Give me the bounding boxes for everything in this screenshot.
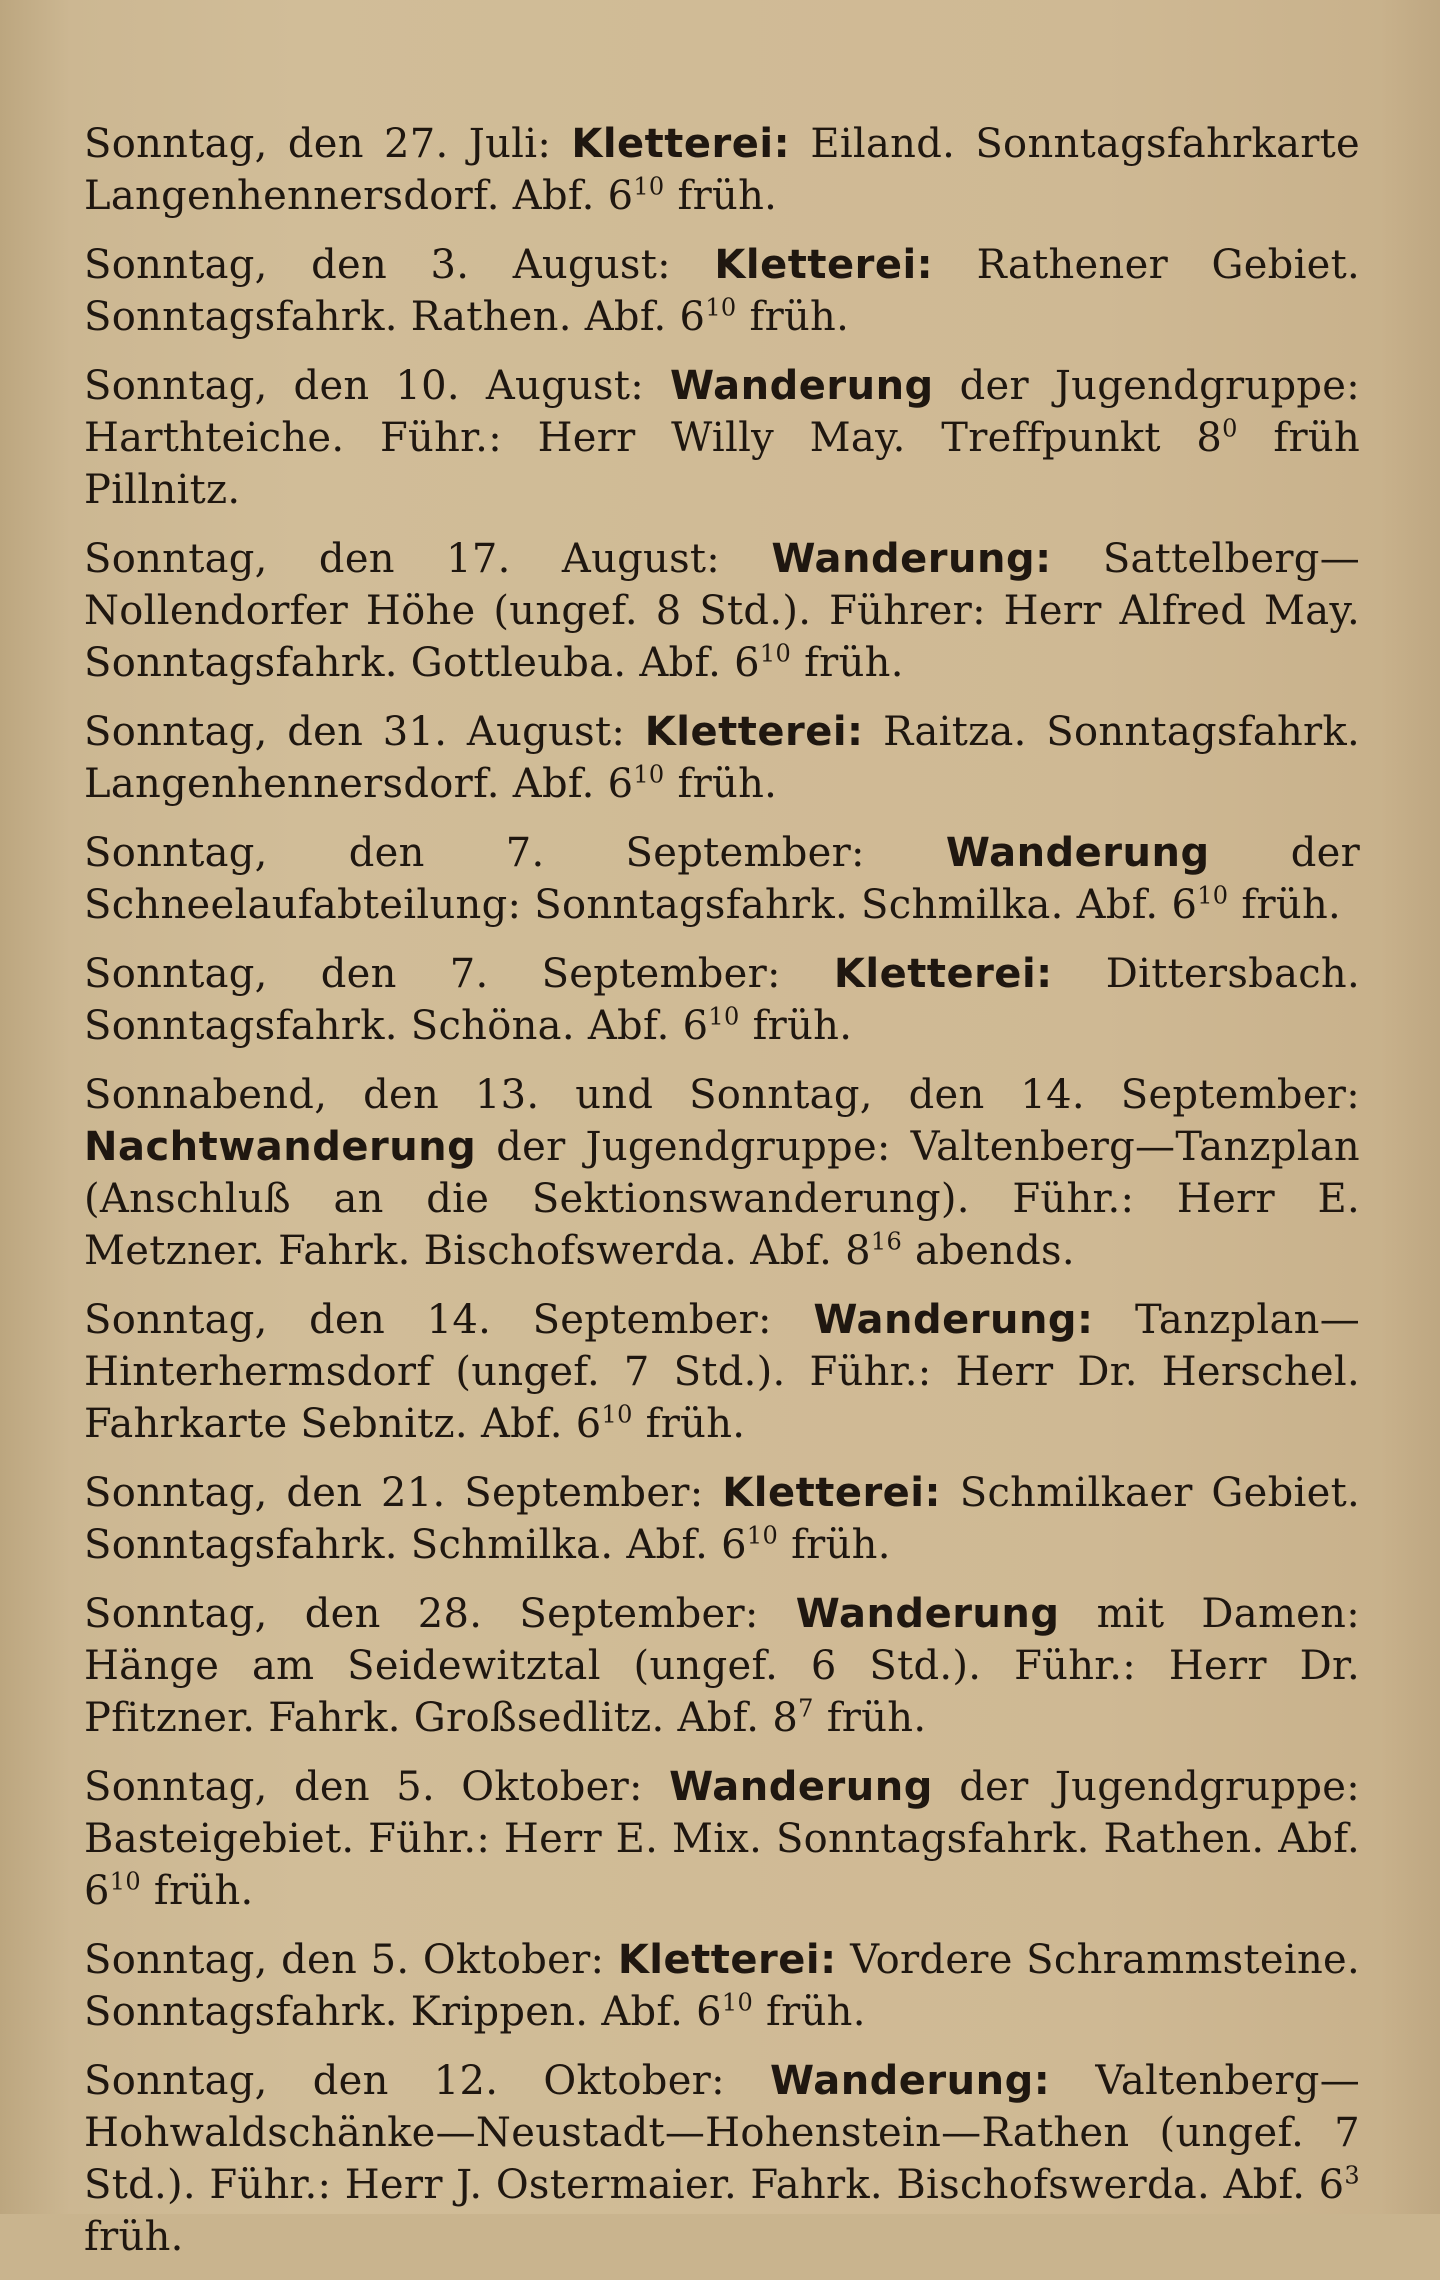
entry-text: der Jugendgruppe: Valtenberg—Tanzplan (Anschluß an die Sektionswanderung). Führ.: Herr E. Metzner. Fahrk. Bischofswerda. Abf. 8 <box>84 1124 1360 1274</box>
entry-time-sup: 10 <box>109 1867 141 1896</box>
list-item <box>84 239 1360 343</box>
entry-activity: Wanderung <box>795 1591 1060 1637</box>
entry-date: Sonntag, den 31. August: <box>84 709 626 755</box>
entry-text: Vordere Schrammsteine. Sonntagsfahrk. Krippen. Abf. 6 <box>84 1937 1360 2035</box>
entry-time-sup: 7 <box>798 1694 814 1723</box>
entry-after: früh. <box>804 640 904 686</box>
list-item <box>84 533 1360 689</box>
entry-text: Eiland. Sonntagsfahrkarte Langenhennersdorf. Abf. 6 <box>84 121 1361 219</box>
entry-time-sup: 10 <box>708 1002 740 1031</box>
entry-text: der Schneelaufabteilung: Sonntagsfahrk. Schmilka. Abf. 6 <box>84 830 1361 928</box>
entry-date: Sonnabend, den 13. und Sonntag, den 14. September: <box>84 1072 1360 1118</box>
entry-text: Dittersbach. Sonntagsfahrk. Schöna. Abf. 6 <box>84 951 1360 1049</box>
entry-after: früh Pillnitz. <box>84 415 1361 513</box>
entry-activity: Wanderung <box>669 1764 933 1810</box>
list-item <box>84 2055 1360 2263</box>
entry-activity: Kletterei: <box>644 709 864 755</box>
page-edge-shadow <box>1380 0 1440 2214</box>
entry-text: Rathener Gebiet. Sonntagsfahrk. Rathen. Abf. 6 <box>84 242 1361 340</box>
entry-activity: Kletterei: <box>617 1937 837 1983</box>
entry-date: Sonntag, den 28. September: <box>84 1591 759 1637</box>
entry-activity: Wanderung: <box>813 1297 1094 1343</box>
entry-activity: Kletterei: <box>714 242 934 288</box>
list-item <box>84 1294 1360 1450</box>
entry-time-sup: 10 <box>746 1521 779 1550</box>
entry-text: mit Damen: Hänge am Seidewitztal (ungef. 6 Std.). Führ.: Herr Dr. Pfitzner. Fahrk. Großsedlitz. Abf. 8 <box>84 1591 1360 1741</box>
entry-text: der Jugendgruppe: Basteigebiet. Führ.: Herr E. Mix. Sonntagsfahrk. Rathen. Abf. 6 <box>84 1764 1360 1914</box>
entry-text: Tanzplan—Hinterhermsdorf (ungef. 7 Std.). Führ.: Herr Dr. Herschel. Fahrkarte Sebnitz. Abf. 6 <box>84 1297 1361 1447</box>
entry-after: früh. <box>791 1522 891 1568</box>
entry-time-sup: 10 <box>601 1400 633 1429</box>
list-item <box>84 1761 1360 1917</box>
entry-date: Sonntag, den 7. September: <box>84 951 781 997</box>
entry-text: Schmilkaer Gebiet. Sonntagsfahrk. Schmilka. Abf. 6 <box>84 1470 1361 1568</box>
entry-date: Sonntag, den 7. September: <box>84 830 865 876</box>
entry-activity: Wanderung: <box>771 536 1052 582</box>
entry-time-sup: 10 <box>759 639 792 668</box>
entry-after: früh. <box>826 1695 927 1741</box>
entry-date: Sonntag, den 27. Juli: <box>84 121 552 167</box>
entry-date: Sonntag, den 17. August: <box>84 536 721 582</box>
entry-activity: Kletterei: <box>571 121 791 167</box>
entry-text: der Jugendgruppe: Harthteiche. Führ.: Herr Willy May. Treffpunkt 8 <box>84 363 1361 461</box>
entry-after: früh. <box>645 1401 746 1447</box>
entry-activity: Wanderung: <box>770 2058 1051 2104</box>
entry-time-sup: 3 <box>1344 2161 1360 2190</box>
list-item <box>84 827 1360 931</box>
entry-date: Sonntag, den 10. August: <box>84 363 645 409</box>
list-item <box>84 118 1360 222</box>
entry-date: Sonntag, den 14. September: <box>84 1297 772 1343</box>
entry-activity: Kletterei: <box>833 951 1053 997</box>
entry-after: früh. <box>752 1003 853 1049</box>
entry-time-sup: 10 <box>721 1988 754 2017</box>
entry-activity: Wanderung <box>945 830 1210 876</box>
entry-after: früh. <box>766 1989 866 2035</box>
entry-time-sup: 10 <box>633 760 665 789</box>
list-item <box>84 948 1360 1052</box>
entry-date: Sonntag, den 5. Oktober: <box>84 1937 605 1983</box>
list-item <box>84 1467 1360 1571</box>
list-item <box>84 360 1360 516</box>
list-item <box>84 1934 1360 2038</box>
entry-date: Sonntag, den 21. September: <box>84 1470 704 1516</box>
entry-time-sup: 10 <box>705 293 737 322</box>
entry-after: früh. <box>677 173 778 219</box>
entry-activity: Nachtwanderung <box>84 1124 477 1170</box>
entry-date: Sonntag, den 5. Oktober: <box>84 1764 643 1810</box>
entry-after: früh. <box>153 1868 254 1914</box>
entry-time-sup: 10 <box>1197 881 1229 910</box>
entry-time-sup: 16 <box>870 1227 903 1256</box>
entry-date: Sonntag, den 3. August: <box>84 242 671 288</box>
entry-text: Sattelberg—Nollendorfer Höhe (ungef. 8 Std.). Führer: Herr Alfred May. Sonntagsfahrk. Gottleuba. Abf. 6 <box>84 536 1361 686</box>
schedule-list <box>84 118 1360 2280</box>
entry-text: Valtenberg—Hohwaldschänke—Neustadt—Hohenstein—Rathen (ungef. 7 Std.). Führ.: Herr J. Ostermaier. Fahrk. Bischofswerda. Abf. 6 <box>84 2058 1361 2208</box>
list-item <box>84 1069 1360 1277</box>
entry-after: früh. <box>84 2214 184 2260</box>
list-item <box>84 1588 1360 1744</box>
entry-after: früh. <box>677 761 778 807</box>
entry-activity: Kletterei: <box>722 1470 942 1516</box>
entry-date: Sonntag, den 12. Oktober: <box>84 2058 725 2104</box>
entry-after: früh. <box>749 294 850 340</box>
entry-after: früh. <box>1241 882 1342 928</box>
entry-after: abends. <box>915 1228 1075 1274</box>
entry-time-sup: 10 <box>633 172 665 201</box>
entry-activity: Wanderung <box>669 363 934 409</box>
entry-text: Raitza. Sonntagsfahrk. Langenhennersdorf. Abf. 6 <box>84 709 1361 807</box>
list-item <box>84 706 1360 810</box>
entry-time-sup: 0 <box>1222 414 1238 443</box>
